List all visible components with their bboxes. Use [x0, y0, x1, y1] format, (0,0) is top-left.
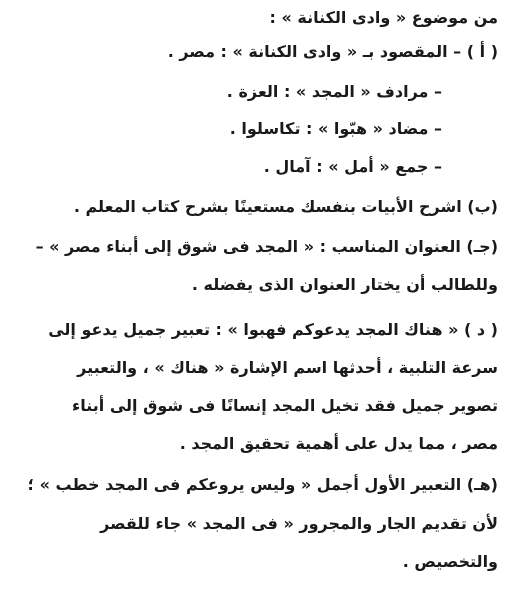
- section-d-line-1: ( د ) « هناك المجد يدعوكم فهبوا » : تعبير جميل يدعو إلى: [48, 320, 498, 339]
- section-e-line-2: لأن تقديم الجار والمجرور « فى المجد » جاء للقصر: [100, 514, 498, 533]
- section-d-line-4: مصر ، مما يدل على أهمية تحقيق المجد .: [179, 434, 498, 453]
- section-e-line-3: والتخصيص .: [402, 552, 498, 571]
- section-c-line-2: وللطالب أن يختار العنوان الذى يفضله .: [191, 275, 498, 294]
- section-a-line-2: – مرادف « المجد » : العزة .: [226, 82, 442, 101]
- section-a-line-4: – جمع « أمل » : آمال .: [263, 157, 442, 176]
- section-c-line-1: (جـ) العنوان المناسب : « المجد فى شوق إلى أبناء مصر » –: [35, 237, 498, 256]
- section-e-line-1: (هـ) التعبير الأول أجمل « وليس يروعكم فى المجد خطب » ؛: [27, 475, 498, 494]
- heading: من موضوع « وادى الكنانة » :: [269, 8, 498, 27]
- section-a-line-3: – مضاد « هبّوا » : تكاسلوا .: [229, 119, 442, 138]
- section-b-line-1: (ب) اشرح الأبيات بنفسك مستعينًا بشرح كتاب المعلم .: [73, 197, 498, 216]
- section-d-line-3: تصوير جميل فقد تخيل المجد إنسانًا فى شوق إلى أبناء: [72, 396, 498, 415]
- section-d-line-2: سرعة التلبية ، أحدثها اسم الإشارة « هناك » ، والتعبير: [77, 358, 498, 377]
- section-a-line-1: ( أ ) – المقصود بـ « وادى الكنانة » : مصر .: [167, 42, 498, 61]
